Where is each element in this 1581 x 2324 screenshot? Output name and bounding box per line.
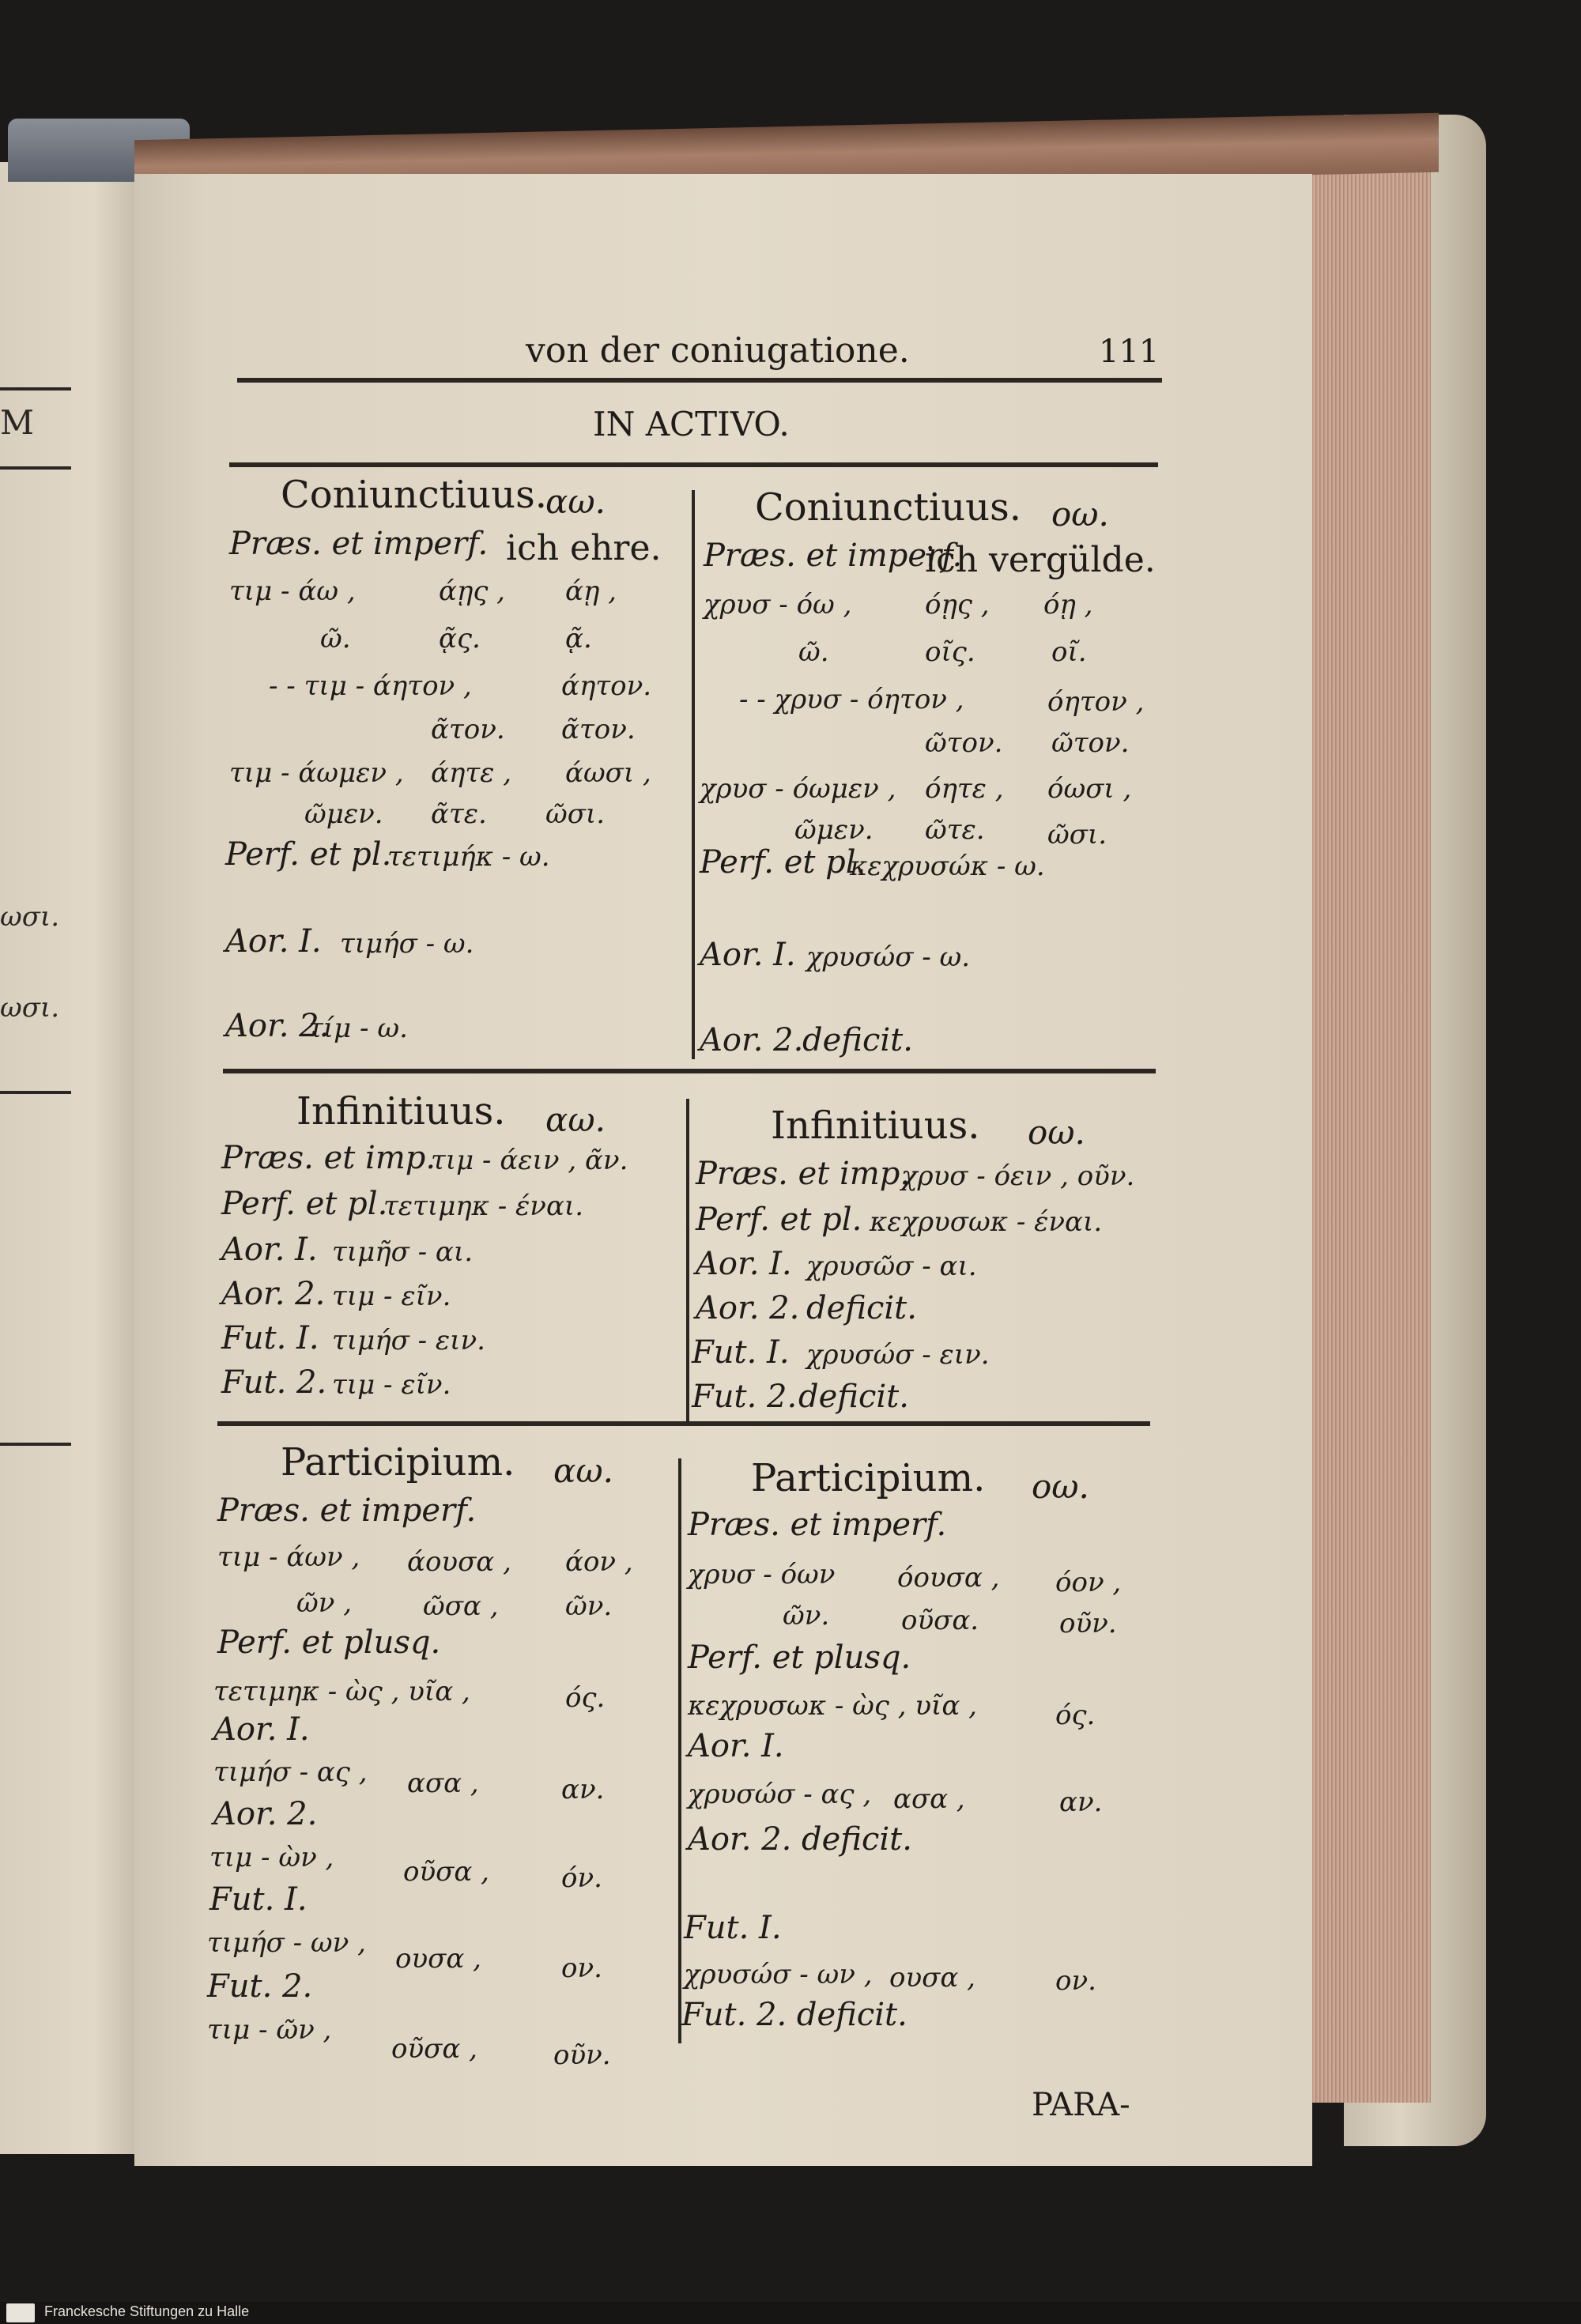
greek-form: ᾷς.: [439, 623, 481, 655]
section-title: Participium.: [751, 1456, 986, 1500]
greek-form: τιμήσ - ων ,: [207, 1927, 366, 1959]
greek-form: άουσα ,: [407, 1546, 511, 1578]
german-gloss: ich ehre.: [506, 528, 662, 568]
tense-label: Præs. et imperf.: [704, 538, 963, 574]
greek-form: τιμ - άειν , ᾶν.: [431, 1145, 628, 1176]
greek-form: ῶτον.: [1051, 727, 1130, 759]
page-fore-edge: [1296, 166, 1431, 2103]
greek-form: όωσι ,: [1047, 773, 1132, 805]
greek-form: οῖς.: [925, 636, 975, 668]
greek-form: ασα ,: [407, 1768, 479, 1799]
greek-form: χρυσ - όωμεν ,: [700, 773, 896, 805]
greek-form: όῃ ,: [1043, 589, 1093, 621]
left-rule: [0, 1443, 71, 1446]
tense-label: Aor. 2.: [213, 1796, 318, 1832]
greek-form: ουσα ,: [889, 1962, 975, 1994]
page-number: 111: [1099, 334, 1160, 370]
conjugation-suffix: οω.: [1028, 1113, 1085, 1152]
greek-form: άῃς ,: [439, 575, 505, 607]
tense-label: Præs. et imp.: [221, 1140, 436, 1176]
greek-form: ασα ,: [893, 1783, 965, 1815]
greek-form: αν.: [561, 1774, 605, 1805]
greek-form: τιμ - ῶν ,: [207, 2014, 332, 2046]
running-title: von der coniugatione.: [526, 330, 910, 371]
greek-form: όον ,: [1055, 1567, 1122, 1598]
greek-form: ῶμεν.: [304, 798, 383, 830]
greek-form: άητον.: [561, 670, 652, 702]
greek-form: οῦν.: [1059, 1608, 1117, 1639]
section-title: Infinitiuus.: [771, 1104, 980, 1148]
tense-label: Aor. 2.: [225, 1008, 330, 1044]
section-title: Infinitiuus.: [296, 1089, 506, 1134]
tense-label: Aor. 2.: [696, 1290, 800, 1326]
tense-label: Fut. 2.: [221, 1364, 327, 1401]
greek-form: τετιμηκ - ὼς , υῖα ,: [213, 1676, 470, 1707]
section-subtitle: IN ACTIVO.: [593, 405, 790, 443]
greek-form: χρυσώσ - ων ,: [684, 1959, 873, 1990]
tense-label: Aor. I.: [225, 923, 322, 960]
greek-form: ῶ.: [798, 636, 829, 668]
greek-form: χρυσώσ - ω.: [806, 941, 971, 973]
greek-form: ῶτον.: [925, 727, 1003, 759]
section-rule: [223, 1069, 1156, 1073]
tense-label: Fut. 2.: [207, 1968, 313, 2005]
deficit-note: deficit.: [802, 1022, 913, 1058]
tense-label: Aor. I.: [221, 1232, 318, 1268]
tense-label: Fut. 2. deficit.: [681, 1997, 907, 2033]
left-rule: [0, 466, 71, 470]
greek-form: ῶν ,: [296, 1587, 353, 1619]
greek-form: άῃ ,: [565, 575, 617, 607]
tense-label: Aor. 2.: [221, 1276, 326, 1312]
greek-form: τιμ - εῖν.: [332, 1369, 451, 1401]
left-page-fragment: ωσι.: [0, 901, 60, 933]
tense-label: Præs. et imperf.: [217, 1492, 477, 1529]
greek-form: οῖ.: [1051, 636, 1087, 668]
left-page-edge: [0, 162, 134, 2154]
greek-form: όῃς ,: [925, 589, 990, 621]
catchword: PARA-: [1032, 2087, 1130, 2123]
greek-form: ον.: [1055, 1965, 1096, 1997]
greek-form: ῶσα ,: [423, 1590, 499, 1622]
tense-label: Fut. I.: [692, 1334, 790, 1371]
greek-form: οῦσα.: [901, 1605, 979, 1636]
tense-label: Perf. et plusq.: [688, 1639, 911, 1676]
tense-label: Fut. I.: [209, 1881, 308, 1918]
left-rule: [0, 1091, 71, 1094]
tense-label: Præs. et imperf.: [688, 1507, 947, 1543]
greek-form: ῶμεν.: [794, 814, 874, 846]
greek-form: οῦσα ,: [403, 1856, 489, 1888]
greek-form: κεχρυσώκ - ω.: [850, 851, 1045, 882]
greek-form: ᾶτον.: [561, 714, 636, 745]
greek-form: τιμ - άω ,: [229, 575, 356, 607]
greek-form: χρυσ - όειν , οῦν.: [901, 1160, 1135, 1192]
column-divider: [678, 1458, 681, 2043]
greek-form: άωσι ,: [565, 757, 651, 789]
left-page-fragment: M: [0, 403, 35, 442]
greek-form: ῶσι.: [545, 798, 606, 830]
greek-form: όν.: [561, 1862, 602, 1894]
institution-logo: [6, 2303, 35, 2322]
greek-form: ῶν.: [565, 1590, 613, 1622]
tense-label: Perf. et pl.: [221, 1186, 388, 1222]
greek-form: τιμήσ - ω.: [340, 928, 474, 960]
greek-form: άον ,: [565, 1546, 633, 1578]
greek-form: τίμ - ω.: [308, 1013, 408, 1044]
greek-form: ῶσι.: [1047, 819, 1107, 851]
conjugation-suffix: οω.: [1032, 1467, 1089, 1506]
greek-form: τιμ - άων ,: [217, 1541, 360, 1573]
deficit-note: deficit.: [798, 1379, 909, 1415]
tense-label: Perf. et pl.: [696, 1202, 862, 1238]
greek-form: τιμ - εῖν.: [332, 1281, 451, 1312]
conjugation-suffix: αω.: [545, 482, 606, 521]
greek-form: οῦν.: [553, 2039, 611, 2071]
section-rule: [217, 1421, 1150, 1426]
greek-form: οῦσα ,: [391, 2033, 477, 2065]
greek-form: τιμήσ - ειν.: [332, 1325, 485, 1356]
tense-label: Aor. I.: [688, 1728, 784, 1764]
tense-label: Fut. 2.: [692, 1379, 798, 1415]
greek-form: χρυσ - όων: [688, 1559, 836, 1590]
greek-form: ός.: [1055, 1700, 1096, 1731]
conjugation-suffix: οω.: [1051, 495, 1109, 534]
greek-form: τιμ - άωμεν ,: [229, 757, 404, 789]
left-page-fragment: ωσι.: [0, 992, 60, 1024]
subtitle-rule: [229, 462, 1158, 467]
conjugation-suffix: αω.: [545, 1100, 606, 1139]
greek-form: όουσα ,: [897, 1562, 1000, 1594]
greek-form: χρυσώσ - ειν.: [806, 1339, 990, 1371]
greek-form: όητε ,: [925, 773, 1004, 805]
greek-form: ός.: [565, 1682, 606, 1714]
footer-credit: Franckesche Stiftungen zu Halle: [44, 2303, 250, 2319]
column-divider: [686, 1099, 689, 1423]
tense-label: Aor. I.: [213, 1711, 310, 1748]
conjugation-suffix: αω.: [553, 1451, 613, 1490]
greek-form: χρυσῶσ - αι.: [806, 1251, 977, 1282]
greek-form: ῶ.: [320, 623, 351, 655]
left-rule: [0, 387, 71, 390]
greek-form: ᾶτε.: [431, 798, 487, 830]
tense-label: Perf. et plusq.: [217, 1624, 441, 1661]
greek-form: - - χρυσ - όητον ,: [739, 684, 964, 715]
tense-label: Aor. 2.: [700, 1022, 804, 1058]
greek-form: τιμῆσ - αι.: [332, 1236, 474, 1268]
tense-label: Fut. I.: [221, 1320, 319, 1356]
column-divider: [692, 490, 695, 1059]
greek-form: τιμ - ὼν ,: [209, 1842, 334, 1873]
greek-form: ῶτε.: [925, 814, 985, 846]
tense-label: Aor. I.: [696, 1246, 792, 1282]
section-title: Coniunctiuus.: [281, 473, 547, 517]
greek-form: άητε ,: [431, 757, 511, 789]
greek-form: - - τιμ - άητον ,: [269, 670, 472, 702]
greek-form: κεχρυσωκ - έναι.: [870, 1206, 1103, 1238]
greek-form: ουσα ,: [395, 1943, 481, 1975]
tense-label: Perf. et pl.: [700, 844, 866, 881]
greek-form: όητον ,: [1047, 686, 1145, 718]
german-gloss: ich vergülde.: [925, 540, 1156, 580]
section-title: Participium.: [281, 1440, 515, 1485]
greek-form: τιμήσ - ας ,: [213, 1756, 368, 1788]
greek-form: αν.: [1059, 1786, 1103, 1818]
tense-label: Aor. 2. deficit.: [688, 1821, 912, 1858]
tense-label: Fut. I.: [684, 1910, 782, 1946]
tense-label: Perf. et pl.: [225, 836, 392, 873]
greek-form: κεχρυσωκ - ὼς , υῖα ,: [688, 1690, 977, 1722]
greek-form: χρυσώσ - ας ,: [688, 1779, 872, 1810]
greek-form: χρυσ - όω ,: [704, 589, 852, 621]
greek-form: τετιμηκ - έναι.: [383, 1190, 584, 1222]
greek-form: τετιμήκ - ω.: [387, 841, 550, 873]
header-rule: [237, 378, 1162, 383]
greek-form: ον.: [561, 1952, 602, 1984]
greek-form: ῶν.: [783, 1600, 830, 1632]
greek-form: ᾶτον.: [431, 714, 505, 745]
greek-form: ᾷ.: [565, 623, 592, 655]
tense-label: Præs. et imp.: [696, 1156, 911, 1192]
deficit-note: deficit.: [806, 1290, 917, 1326]
tense-label: Aor. I.: [700, 937, 796, 973]
section-title: Coniunctiuus.: [755, 485, 1021, 530]
tense-label: Præs. et imperf.: [229, 526, 489, 562]
